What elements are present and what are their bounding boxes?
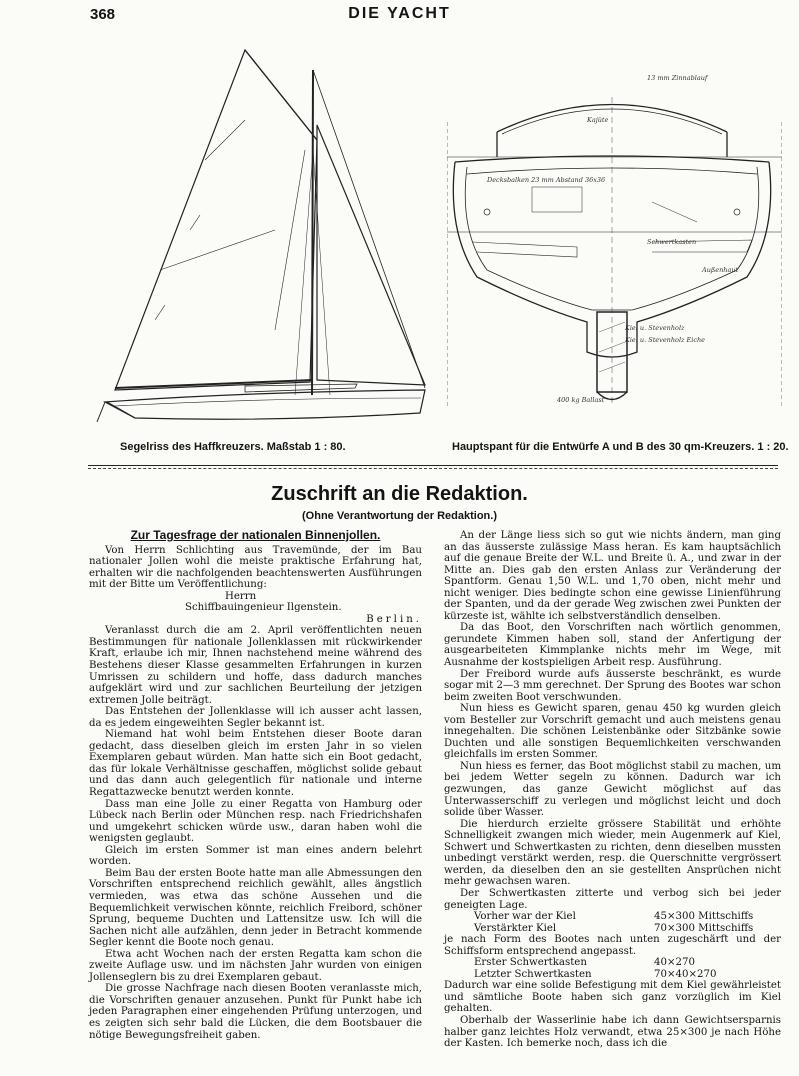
- article-subheadline: (Ohne Verantwortung der Redaktion.): [302, 510, 497, 522]
- left-column: [89, 530, 422, 1041]
- right-paragraph: Der Freibord wurde aufs äusserste beschränkt, es wurde sogar mit 2—3 mm gerechnet. Der Sprung des Bootes war schon beim zweiten Boot verschwunden.: [444, 668, 781, 703]
- section-title: Zur Tagesfrage der nationalen Binnenjollen.: [130, 528, 381, 542]
- article-headline: Zuschrift an die Redaktion.: [271, 483, 528, 505]
- right-paragraph: Oberhalb der Wasserlinie habe ich dann Gewichtsersparnis halber ganz leichtes Holz verwandt, etwa 25×300 je nach Höhe der Kasten. Ich bemerke noch, dass ich die: [444, 1014, 781, 1050]
- running-title: DIE YACHT: [348, 5, 451, 22]
- midship-section-caption: Hauptspant für die Entwürfe A und B des 30 qm-Kreuzers. 1 : 20.: [452, 441, 789, 453]
- midship-label-7: Schwertkasten: [647, 238, 697, 246]
- left-paragraph: Gleich im ersten Sommer ist man eines andern belehrt worden.: [89, 844, 422, 868]
- spec-value: 40×270: [654, 957, 695, 969]
- midship-label-3: Decksbalken 23 mm Abstand 36x36: [487, 176, 606, 184]
- sail-plan-figure: [95, 30, 440, 440]
- spec-label: Erster Schwertkasten: [474, 957, 587, 969]
- divider-rule: [88, 465, 778, 466]
- left-paragraph: Von Herrn Schlichting aus Travemünde, der im Bau nationaler Jollen wohl die meiste praktische Erfahrung hat, erhalten wir die nachfolgenden beachtenswerten Ausführungen mit der Bitte um Veröffentlichung:: [89, 544, 422, 591]
- right-paragraph: An der Länge liess sich so gut wie nichts ändern, man ging an das äusserste zulässige Mass heran. Es kam hauptsächlich auf die genaue Breite der W.L. und Breite ü. A., und zwar in der Mitte an. Dies gab den ersten Anlass zur Veränderung der Spantform. Genau 1,50 W.L. und 1,70 oben, nicht mehr und nicht weniger. Dies bedingte schon eine gewisse Linienführung der Spanten, und da der gerade Weg zwischen zwei Punkten der kürzeste ist, wählte ich selbstverständlich denselben.: [444, 530, 781, 622]
- right-paragraph: Da das Boot, den Vorschriften nach wörtlich genommen, gerundete Kimmen haben soll, stand der Anfertigung der ausgearbeiteten Kimmplanke nichts mehr im Wege, mit Ausnahme der kostspieligen Arbeit resp. Ausführung.: [444, 622, 781, 669]
- spec-label: Vorher war der Kiel: [474, 911, 576, 923]
- city-line: Berlin.: [366, 613, 422, 625]
- addressee-line: Schiffbauingenieur Ilgenstein.: [185, 602, 342, 614]
- left-paragraph: Niemand hat wohl beim Entstehen dieser Boote daran gedacht, dass dieselben gleich im ersten Jahr in so vielen Exemplaren gebaut würden. Man hatte sich ein Boot gedacht, das für lokale Verhältnisse geschaffen, möglichst solide gebaut und das dann auch gelegentlich für nationale und interne Regattazwecke benutzt werden konnte.: [89, 729, 422, 799]
- spec-row: [444, 923, 781, 935]
- spec-label: Letzter Schwertkasten: [474, 968, 592, 980]
- sail-plan-drawing: [95, 30, 440, 440]
- midship-label-5: Kiel u. Stevenholz Eiche: [625, 336, 706, 344]
- divider-rule-dashed: [88, 468, 778, 469]
- spec-label: Verstärkter Kiel: [474, 922, 557, 934]
- spec-value: 45×300 Mittschiffs: [654, 911, 754, 923]
- midship-section-figure: [447, 62, 782, 410]
- spec-value: 70×300 Mittschiffs: [654, 922, 754, 934]
- right-paragraph: Nun hiess es ferner, das Boot möglichst stabil zu machen, um bei jedem Wetter segeln zu können. Dadurch war ich gezwungen, das ganze Gewicht möglichst auf das Unterwasserschiff zu verlegen und möglichst leicht und doch solide über Wasser.: [444, 760, 781, 819]
- left-paragraph: Dass man eine Jolle zu einer Regatta von Hamburg oder Lübeck nach Berlin oder München resp. nach Friedrichshafen und umgekehrt schicken würde usw., daran haben wohl die wenigsten geglaubt.: [89, 798, 422, 845]
- right-paragraph: Die hierdurch erzielte grössere Stabilität und erhöhte Schnelligkeit zwangen mich wieder, mein Augenmerk auf Kiel, Schwert und Schwertkasten zu richten, denn dieselben mussten unbedingt verstärkt werden, resp. die Querschnitte vergrössert werden, da dieselben den an sie gestellten Ansprüchen nicht mehr gewachsen waren.: [444, 818, 781, 888]
- page-number: 368: [90, 6, 116, 23]
- spec-row: [444, 969, 781, 981]
- spec-row: [444, 911, 781, 923]
- midship-label-1: 13 mm Zinnablauf: [647, 74, 708, 82]
- right-paragraph: Der Schwertkasten zitterte und verbog sich bei jeder geneigten Lage.: [444, 887, 781, 911]
- right-paragraph: Nun hiess es Gewicht sparen, genau 450 kg wurden gleich vom Besteller zur Vorschrift gemacht und auch meistens genau innegehalten. Die schönen Leistenbänke oder Sitzbänke sowie Duchten und alle sonstigen Bequemlichkeiten verschwanden gleichfalls im ersten Sommer.: [444, 703, 781, 761]
- midship-label-6: 400 kg Ballast: [557, 396, 605, 404]
- left-paragraph: Beim Bau der ersten Boote hatte man alle Abmessungen den Vorschriften entsprechend reichlich gewählt, alles ängstlich vermieden, was etwa das schöne Aussehen und die Bequemlichkeit verwischen könnte, reichlich Freibord, schöner Sprung, bequeme Duchten und Lattensitze usw. Ich will die Sachen nicht alle aufzählen, denn jeder in Betracht kommende Segler kennt die Boote noch genau.: [89, 867, 422, 949]
- addressee-line: Herrn: [225, 590, 257, 602]
- sail-plan-caption: Segelriss des Haffkreuzers. Maßstab 1 : 80.: [120, 441, 346, 453]
- midship-label-2: Kajüte: [587, 116, 609, 124]
- right-paragraph: Dadurch war eine solide Befestigung mit dem Kiel gewährleistet und sämtliche Boote haben sich ganz vorzüglich im Kiel gehalten.: [444, 980, 781, 1015]
- left-paragraph: Veranlasst durch die am 2. April veröffentlichten neuen Bestimmungen für nationale Jollenklassen mit rückwirkender Kraft, erlaube ich mir, Ihnen nachstehend meine während des Bestehens dieser Klasse gesammelten Erfahrungen in kurzen Umrissen zu schildern und hoffe, dass dadurch manches aufgeklärt wird und zur sachlichen Beurteilung der jetzigen extremen Jolle beiträgt.: [89, 625, 422, 706]
- right-column: [444, 530, 781, 1050]
- left-paragraph: Die grosse Nachfrage nach diesen Booten veranlasste mich, die Vorschriften genauer anzusehen. Punkt für Punkt habe ich jeden Paragraphen einer eingehenden Prüfung unterzogen, und es zeigten sich sehr bald die Lücken, die dem Bootsbauer die nötige Bewegungsfreiheit gaben.: [89, 983, 422, 1041]
- spec-row: [444, 957, 781, 969]
- midship-label-4: Kiel u. Stevenholz: [625, 324, 685, 332]
- midship-section-drawing: [447, 62, 782, 410]
- midship-label-8: Außenhaut: [702, 266, 739, 274]
- left-paragraph: Das Entstehen der Jollenklasse will ich ausser acht lassen, da es jedem eingeweihten Segler bekannt ist.: [89, 706, 422, 729]
- spec-note: je nach Form des Bootes nach unten zugeschärft und der Schiffsform entsprechend angepasst.: [444, 934, 781, 957]
- left-paragraph: Etwa acht Wochen nach der ersten Regatta kam schon die zweite Auflage usw. und im nächsten Jahr wurden von einigen Jollenseglern bis zu drei Exemplaren gebaut.: [89, 948, 422, 983]
- spec-value: 70×40×270: [654, 968, 717, 980]
